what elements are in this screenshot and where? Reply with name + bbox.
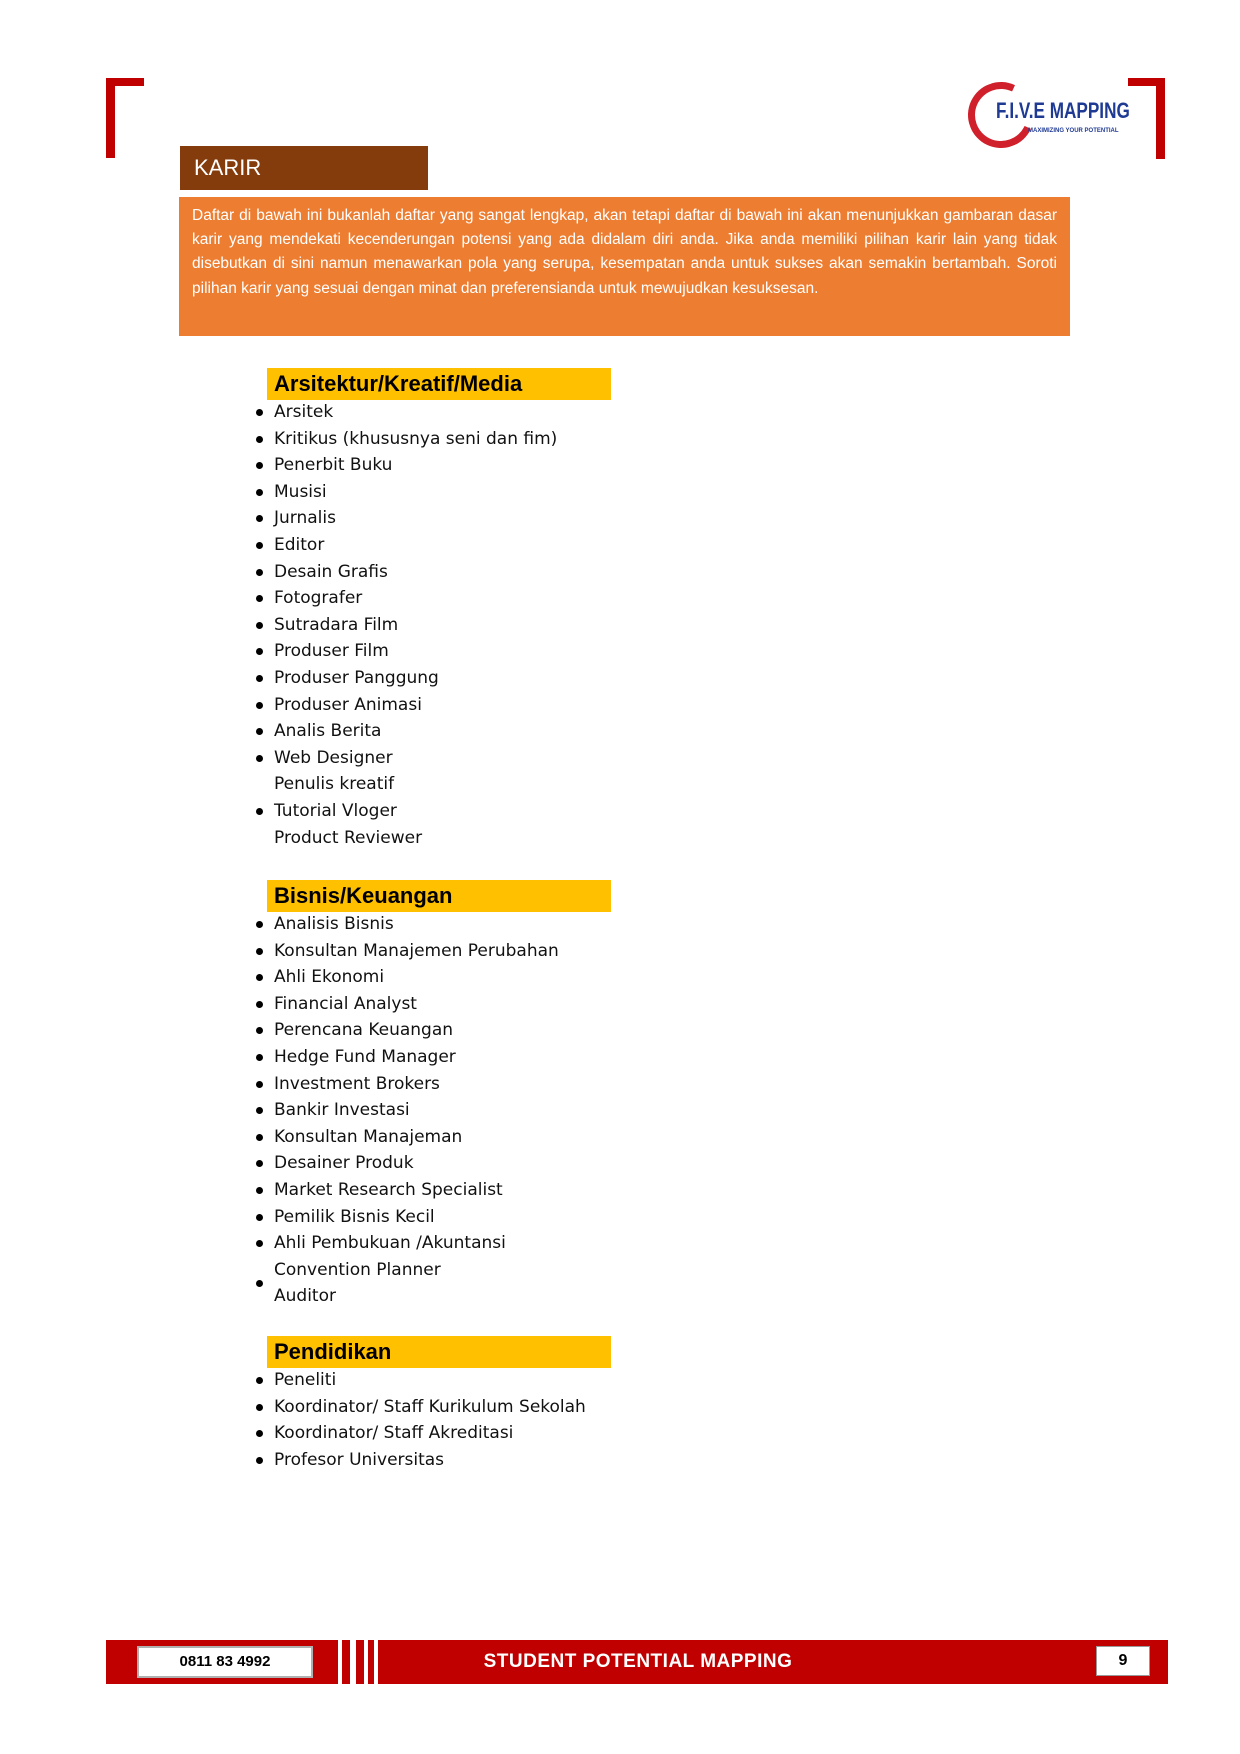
corner-bracket-top-left-vertical: [106, 78, 115, 158]
career-list-creative: [254, 399, 557, 851]
bullet-icon: [256, 1134, 263, 1141]
list-item: Konsultan Manajeman: [254, 1124, 559, 1151]
footer-stripe: [368, 1640, 374, 1684]
bullet-icon: [256, 1457, 263, 1464]
bullet-icon: [256, 1240, 263, 1247]
bullet-icon: [256, 1054, 263, 1061]
logo-tagline: MAXIMIZING YOUR POTENTIAL: [1028, 128, 1119, 134]
bullet-icon: [256, 1377, 263, 1384]
bullet-icon: [256, 1430, 263, 1437]
list-item: Profesor Universitas: [254, 1447, 586, 1474]
bullet-icon: [256, 622, 263, 629]
list-item: Arsitek: [254, 399, 557, 426]
list-item: Jurnalis: [254, 505, 557, 532]
bullet-icon: [256, 808, 263, 815]
career-list-business: [254, 911, 559, 1310]
list-item: Editor: [254, 532, 557, 559]
intro-paragraph: Daftar di bawah ini bukanlah daftar yang sangat lengkap, akan tetapi daftar di bawah ini akan menunjukkan gambaran dasar karir yang mendekati kecenderungan potensi yang ada didalam diri anda. Jika anda memiliki pilihan karir lain yang tidak disebutkan di sini namun menawarkan pola yang serupa, kesempatan anda untuk sukses akan semakin bertambah. Soroti pilihan karir yang sesuai dengan minat dan preferensianda untuk mewujudkan kesuksesan.: [179, 197, 1070, 336]
bullet-icon: [256, 1027, 263, 1034]
bullet-icon: [256, 1160, 263, 1167]
bullet-icon: [256, 569, 263, 576]
footer-stripe: [356, 1640, 364, 1684]
footer-left-block: [106, 1640, 338, 1684]
footer-main-bar: [378, 1640, 1168, 1684]
list-item: Desainer Produk: [254, 1150, 559, 1177]
list-item: Koordinator/ Staff Akreditasi: [254, 1420, 586, 1447]
logo-title: F.I.V.E MAPPING: [996, 98, 1130, 123]
list-item: Peneliti: [254, 1367, 586, 1394]
bullet-icon: [256, 728, 263, 735]
list-item: Penulis kreatif: [274, 774, 395, 795]
page-number: 9: [1096, 1646, 1150, 1676]
bullet-icon: [256, 1001, 263, 1008]
list-item: Desain Grafis: [254, 559, 557, 586]
list-item: Koordinator/ Staff Kurikulum Sekolah: [254, 1394, 586, 1421]
list-item: Investment Brokers: [254, 1071, 559, 1098]
list-item: Financial Analyst: [254, 991, 559, 1018]
bullet-icon: [256, 755, 263, 762]
list-item: Perencana Keuangan: [254, 1017, 559, 1044]
bullet-icon: [256, 1214, 263, 1221]
category-heading-creative: Arsitektur/Kreatif/Media: [267, 368, 611, 400]
list-item: Analisis Bisnis: [254, 911, 559, 938]
list-item: Product Reviewer: [274, 827, 423, 848]
bullet-icon: [256, 436, 263, 443]
bullet-icon: [256, 1280, 263, 1287]
page-footer: [106, 1640, 1168, 1684]
bullet-icon: [256, 1404, 263, 1411]
list-item: Web Designer: [254, 745, 557, 772]
list-item: Kritikus (khususnya seni dan fim): [254, 426, 557, 453]
five-mapping-logo: [968, 80, 1128, 158]
corner-bracket-top-right-vertical: [1156, 78, 1165, 159]
bullet-icon: [256, 462, 263, 469]
list-item: Ahli Ekonomi: [254, 964, 559, 991]
list-item: Pemilik Bisnis Kecil: [254, 1204, 559, 1231]
section-title: KARIR: [180, 146, 428, 190]
bullet-icon: [256, 595, 263, 602]
bullet-icon: [256, 702, 263, 709]
list-item: Konsultan Manajemen Perubahan: [254, 938, 559, 965]
bullet-icon: [256, 921, 263, 928]
list-item: Sutradara Film: [254, 612, 557, 639]
list-item: Produser Panggung: [254, 665, 557, 692]
list-item: Musisi: [254, 479, 557, 506]
bullet-icon: [256, 974, 263, 981]
bullet-icon: [256, 1081, 263, 1088]
bullet-icon: [256, 409, 263, 416]
career-list-education: [254, 1367, 586, 1473]
list-item: Fotografer: [254, 585, 557, 612]
list-item: Bankir Investasi: [254, 1097, 559, 1124]
bullet-icon: [256, 675, 263, 682]
list-item: Market Research Specialist: [254, 1177, 559, 1204]
list-item: Tutorial Vloger: [254, 798, 557, 825]
list-item: Auditor: [254, 1283, 559, 1310]
category-heading-education: Pendidikan: [267, 1336, 611, 1368]
phone-number: 0811 83 4992: [137, 1646, 313, 1678]
bullet-icon: [256, 648, 263, 655]
bullet-icon: [256, 1187, 263, 1194]
list-item: Penerbit Buku: [254, 452, 557, 479]
bullet-icon: [256, 515, 263, 522]
footer-stripe: [342, 1640, 350, 1684]
list-item: Produser Film: [254, 638, 557, 665]
footer-title: STUDENT POTENTIAL MAPPING: [483, 1651, 793, 1672]
list-item: Ahli Pembukuan /Akuntansi: [254, 1230, 559, 1257]
list-item: Convention Planner: [274, 1259, 441, 1280]
bullet-icon: [256, 542, 263, 549]
list-item: Produser Animasi: [254, 692, 557, 719]
bullet-icon: [256, 948, 263, 955]
list-item: Analis Berita: [254, 718, 557, 745]
bullet-icon: [256, 1107, 263, 1114]
list-item: Hedge Fund Manager: [254, 1044, 559, 1071]
bullet-icon: [256, 489, 263, 496]
category-heading-business: Bisnis/Keuangan: [267, 880, 611, 912]
